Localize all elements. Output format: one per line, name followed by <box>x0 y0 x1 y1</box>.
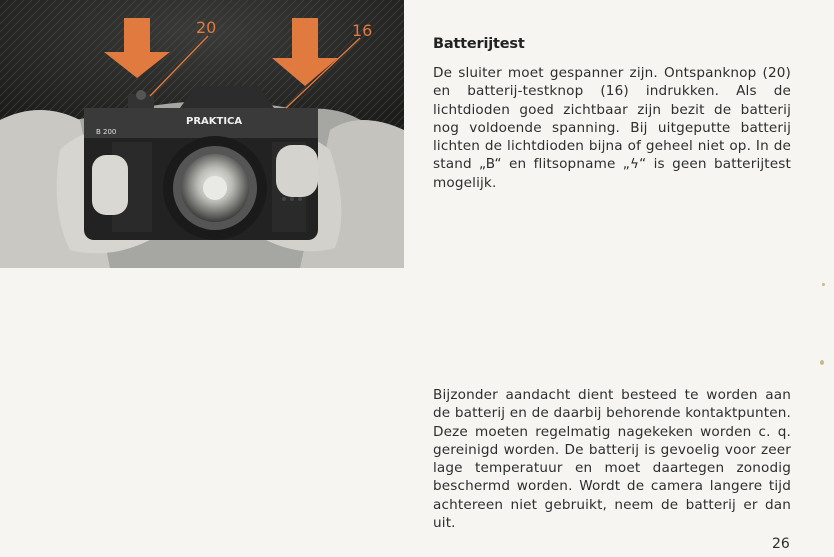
section-heading: Batterijtest <box>433 36 525 52</box>
paper-speck <box>822 283 825 286</box>
callout-20: 20 <box>196 18 217 37</box>
camera-illustration <box>0 0 404 268</box>
page-number: 26 <box>772 536 790 552</box>
model-label: B 200 <box>96 128 117 136</box>
callout-16: 16 <box>352 21 373 40</box>
camera-photo <box>0 0 404 268</box>
paragraph-battery-care: Bijzonder aandacht dient besteed te worden aan de batterij en de daarbij behorende kontaktpunten. Deze moeten regelmatig nagekeken worden c. q. gereinigd worden. De batterij is gevoelig voor zeer lage temperatuur en moet daartegen zonodig beschermd worden. Wordt de camera langere tijd achtereen niet gebruikt, neem de batterij er dan uit. <box>433 387 791 532</box>
paper-speck <box>820 360 824 365</box>
brand-label: PRAKTICA <box>186 116 243 127</box>
paragraph-battery-test: De sluiter moet gespanner zijn. Ontspanknop (20) en batterij-testknop (16) indrukken. Als de lichtdioden goed zichtbaar zijn bezit de batterij nog voldoende spanning. Bij uitgeputte batterij lichten de lichtdioden bijna of geheel niet op. In de stand „B“ en flitsopname „ϟ“ is geen batterijtest mogelijk. <box>433 65 791 191</box>
